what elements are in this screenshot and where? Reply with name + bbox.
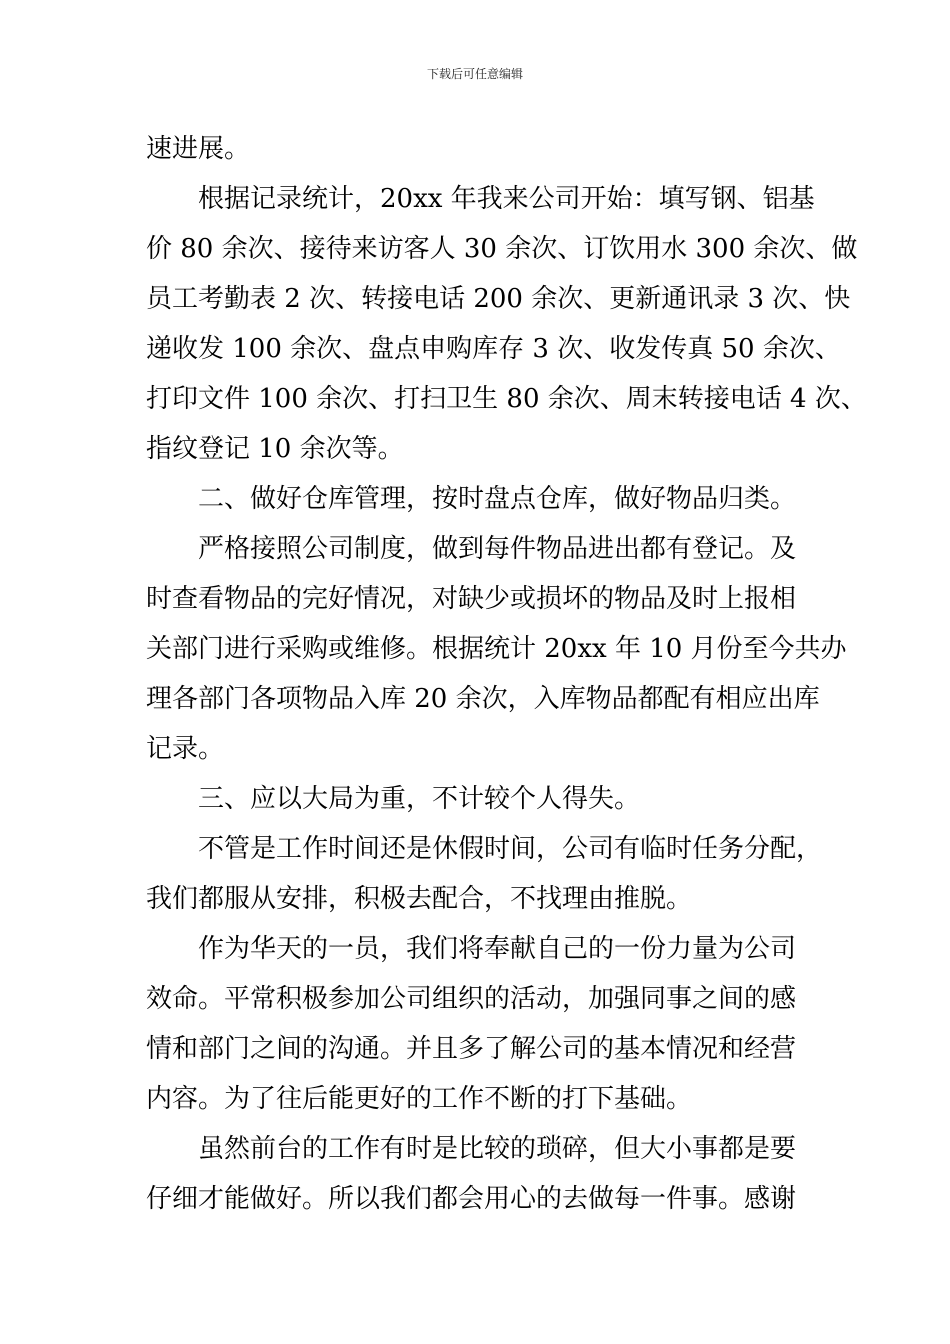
text-line: 根据记录统计，20xx 年我来公司开始：填写钢、铝基 [146,184,815,214]
text-line: 速进展。 [146,134,251,164]
text-line: 情和部门之间的沟通。并且多了解公司的基本情况和经营 [146,1034,797,1064]
text-line: 指纹登记 10 余次等。 [146,434,404,464]
text-line: 二、做好仓库管理，按时盘点仓库，做好物品归类。 [146,484,797,514]
text-line: 仔细才能做好。所以我们都会用心的去做每一件事。感谢 [146,1184,797,1214]
text-line: 作为华天的一员，我们将奉献自己的一份力量为公司 [146,934,797,964]
text-line: 效命。平常积极参加公司组织的活动，加强同事之间的感 [146,984,797,1014]
text-line: 内容。为了往后能更好的工作不断的打下基础。 [146,1084,693,1114]
text-line: 严格接照公司制度，做到每件物品进出都有登记。及 [146,534,797,564]
text-line: 我们都服从安排，积极去配合，不找理由推脱。 [146,884,693,914]
text-line: 理各部门各项物品入库 20 余次，入库物品都配有相应出库 [146,684,820,714]
text-line: 关部门进行采购或维修。根据统计 20xx 年 10 月份至今共办 [146,634,847,664]
page-header: 下载后可任意编辑 [426,67,523,81]
text-line: 记录。 [146,734,225,764]
text-line: 员工考勤表 2 次、转接电话 200 余次、更新通讯录 3 次、快 [146,284,851,314]
text-line: 价 80 余次、接待来访客人 30 余次、订饮用水 300 余次、做 [146,234,858,264]
text-line: 递收发 100 余次、盘点申购库存 3 次、收发传真 50 余次、 [146,334,841,364]
text-line: 三、应以大局为重，不计较个人得失。 [146,784,641,814]
text-line: 时查看物品的完好情况，对缺少或损坏的物品及时上报相 [146,584,797,614]
text-line: 虽然前台的工作有时是比较的琐碎，但大小事都是要 [146,1134,797,1164]
text-line: 打印文件 100 余次、打扫卫生 80 余次、周末转接电话 4 次、 [146,384,867,414]
text-line: 不管是工作时间还是休假时间，公司有临时任务分配， [146,834,823,864]
